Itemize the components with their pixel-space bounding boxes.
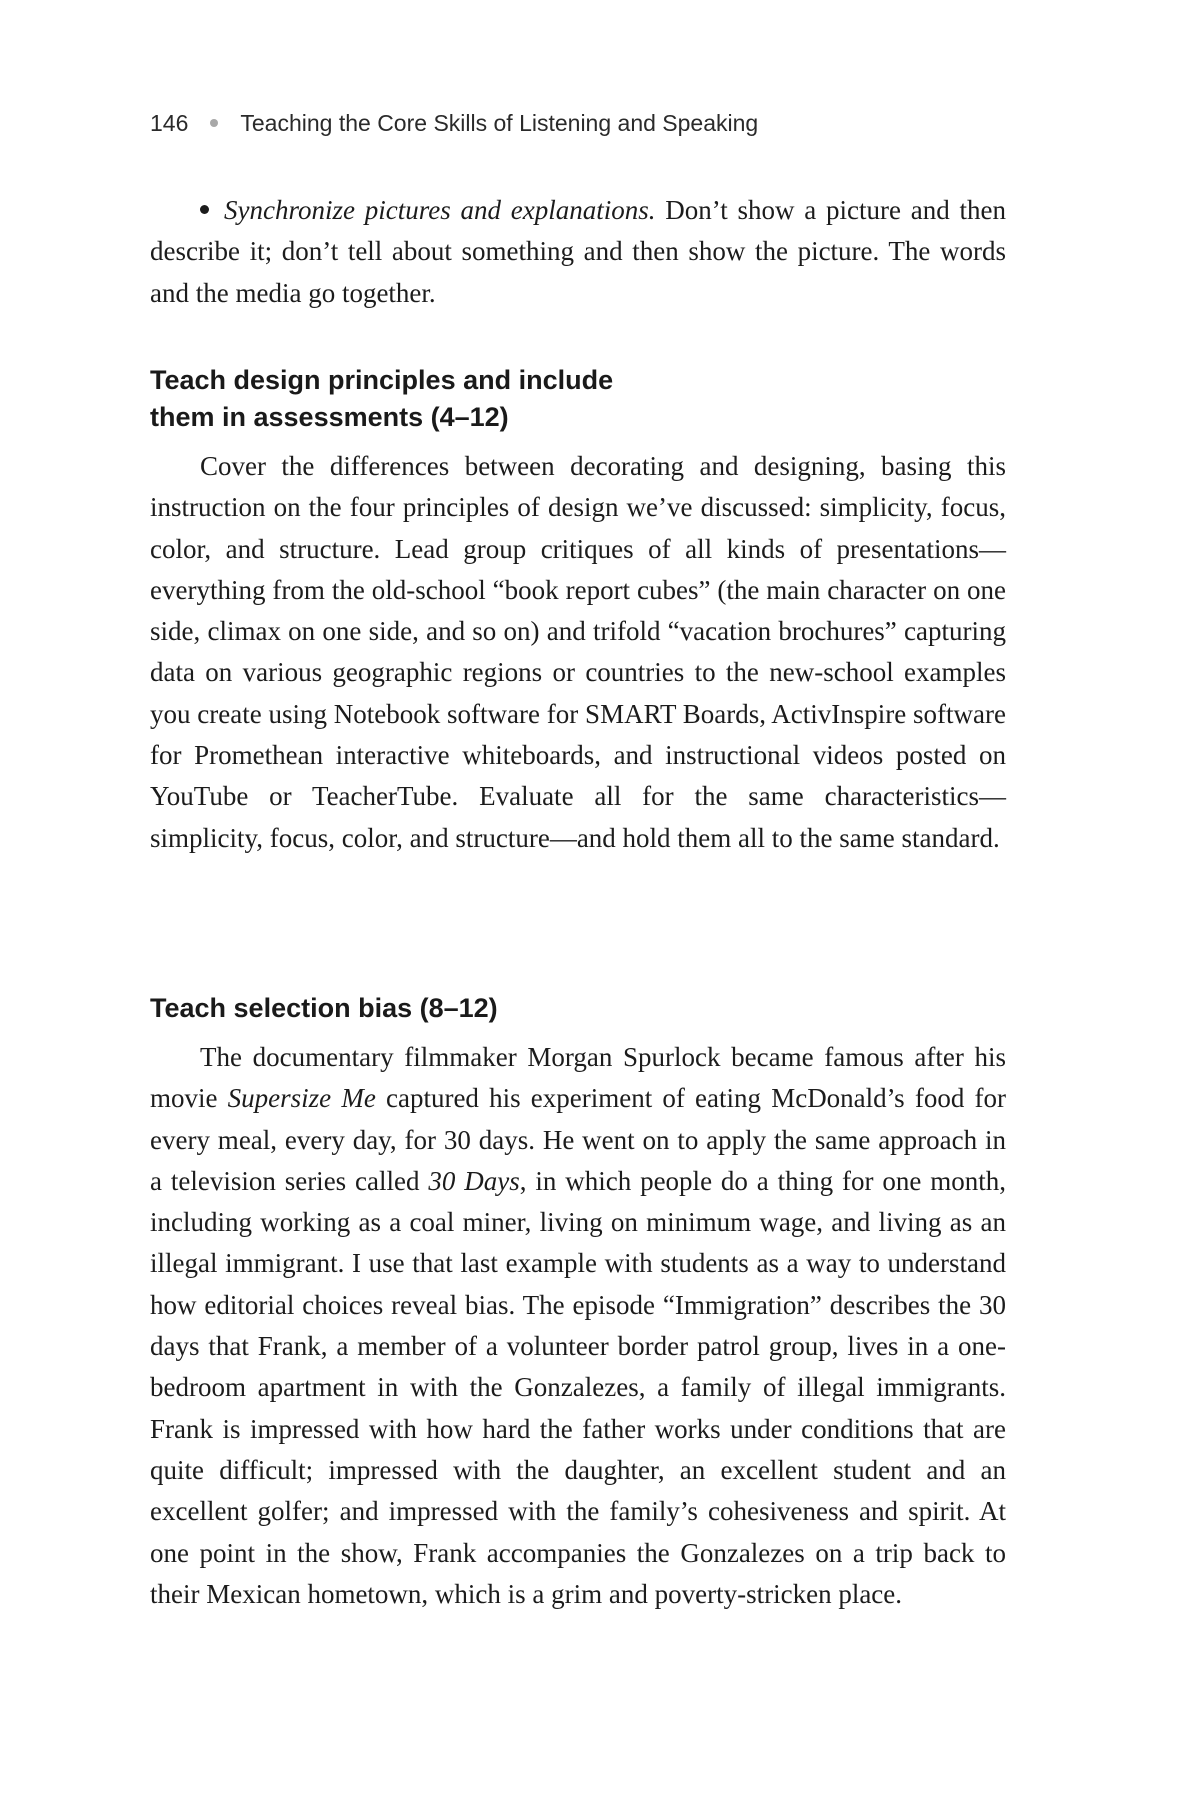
paragraph-text: The documentary filmmaker Morgan Spurlock became famous after his movie bbox=[150, 1042, 1006, 1114]
paragraph-text: captured his experiment of eating McDonald’s food for every meal, every day, for 30 days. He went on to apply the same approach in a television series called bbox=[150, 1083, 1006, 1196]
paragraph-selection-bias bbox=[150, 1037, 1006, 1615]
section-heading-design-principles bbox=[150, 362, 1006, 436]
page-number: 146 bbox=[150, 110, 189, 136]
running-head bbox=[150, 110, 758, 137]
paragraph-design-principles: Cover the differences between decorating and designing, basing this instruction on the four principles of design we’ve discussed: simplicity, focus, color, and structure. Lead group critiques of all kinds of presentations—everything from the old-school “book report cubes” (the main character on one side, climax on one side, and so on) and trifold “vacation brochures” capturing data on various geographic regions or countries to the new-school examples you create using Notebook software for SMART Boards, ActivInspire software for Promethean interactive whiteboards, and instructional videos posted on YouTube or TeacherTube. Evaluate all for the same characteristics—simplicity, focus, color, and structure—and hold them all to the same standard. bbox=[150, 451, 1006, 853]
separator-dot-icon bbox=[210, 119, 218, 127]
section-heading-selection-bias: Teach selection bias (8–12) bbox=[150, 993, 498, 1023]
bullet-paragraph bbox=[150, 190, 1006, 314]
bullet-text: Don’t show a picture and then describe it; don’t tell about something and then show the picture. The words and the media go together. bbox=[150, 195, 1006, 308]
heading-line-1: Teach design principles and include bbox=[150, 365, 614, 395]
heading-line-2: them in assessments (4–12) bbox=[150, 402, 509, 432]
series-title: 30 Days bbox=[428, 1165, 520, 1196]
bullet-icon bbox=[200, 205, 209, 214]
running-head-title: Teaching the Core Skills of Listening and Speaking bbox=[240, 110, 759, 136]
section-selection-bias bbox=[150, 990, 1006, 1615]
section-design-principles bbox=[150, 362, 1006, 859]
paragraph-text: , in which people do a thing for one month, including working as a coal miner, living on minimum wage, and living as an illegal immigrant. I use that last example with students as a way to understand how editorial choices reveal bias. The episode “Immigration” describes the 30 days that Frank, a member of a volunteer border patrol group, lives in a one-bedroom apartment in with the Gonzalezes, a family of illegal immigrants. Frank is impressed with how hard the father works under conditions that are quite difficult; impressed with the daughter, an excellent student and an excellent golfer; and impressed with the family’s cohesiveness and spirit. At one point in the show, Frank accompanies the Gonzalezes on a trip back to their Mexican hometown, which is a grim and poverty-stricken place. bbox=[150, 1165, 1006, 1609]
bullet-lead: Synchronize pictures and explanations. bbox=[224, 195, 656, 225]
movie-title: Supersize Me bbox=[227, 1083, 376, 1114]
